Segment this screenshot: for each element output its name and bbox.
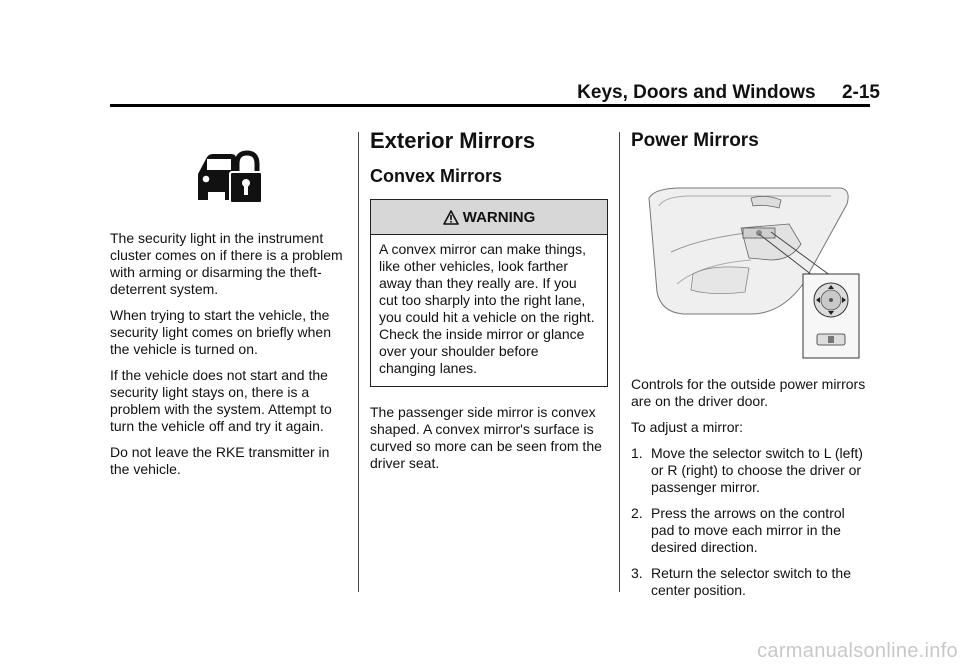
paragraph: To adjust a mirror: [631, 419, 744, 435]
paragraph: If the vehicle does not start and the security light stays on, there is a problem with the system. Attempt to turn the vehicle off and try it again. [110, 367, 332, 434]
section-title: Power Mirrors [631, 130, 759, 151]
paragraph: When trying to start the vehicle, the security light comes on briefly when the vehicle is turned on. [110, 307, 331, 357]
left-column [110, 150, 350, 487]
list-item [631, 445, 871, 496]
paragraph: The security light in the instrument cluster comes on if there is a problem with arming or disarming the theft-deterrent system. [110, 230, 343, 297]
watermark: carmanualsonline.info [757, 640, 958, 662]
list-item-text: Move the selector switch to L (left) or R (right) to choose the driver or passenger mirror. [651, 445, 863, 495]
security-light-icon [110, 150, 350, 222]
page-header-title: Keys, Doors and Windows 2-15 [577, 82, 880, 103]
warning-box [370, 199, 608, 387]
paragraph: Do not leave the RKE transmitter in the vehicle. [110, 444, 330, 477]
middle-column [370, 128, 608, 481]
warning-header [371, 200, 607, 235]
warning-text: A convex mirror can make things, like other vehicles, look farther away than they really are. If you cut too sharply into the right lane, you could hit a vehicle on the right. Check the inside mirror or glance over your shoulder before changing lanes. [379, 241, 595, 376]
column-divider-left [358, 132, 359, 592]
paragraph: The passenger side mirror is convex shaped. A convex mirror's surface is curved so more can be seen from the driver seat. [370, 404, 602, 471]
warning-triangle-icon [443, 210, 459, 225]
section-title: Exterior Mirrors [370, 128, 536, 153]
door-mirror-control-illustration [631, 164, 871, 364]
list-item-number: 1. [631, 445, 643, 461]
column-divider-right [619, 132, 620, 592]
list-item-number: 3. [631, 565, 643, 581]
list-item-text: Press the arrows on the control pad to move each mirror in the desired direction. [651, 505, 845, 555]
header-rule [110, 104, 870, 107]
list-item [631, 565, 871, 599]
paragraph: Controls for the outside power mirrors are on the driver door. [631, 376, 866, 409]
list-item-text: Return the selector switch to the center position. [651, 565, 851, 598]
list-item [631, 505, 871, 556]
right-column [631, 128, 871, 608]
list-item-number: 2. [631, 505, 643, 521]
warning-label: WARNING [462, 208, 536, 226]
subsection-title: Convex Mirrors [370, 166, 503, 186]
